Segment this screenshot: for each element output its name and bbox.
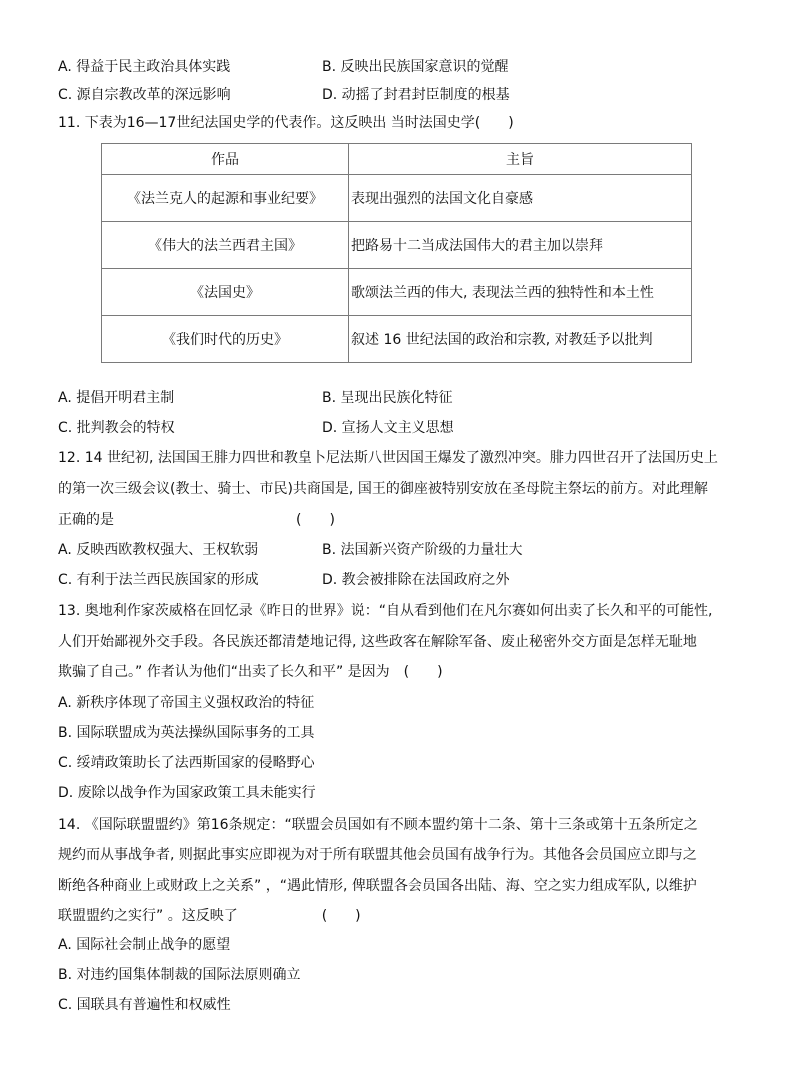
q14-stem-line-2: 规约而从事战争者, 则据此事实应即视为对于所有联盟其他会员国有战争行为。其他各会员国应立即与之 bbox=[58, 847, 697, 863]
q13-stem-line-2: 人们开始鄙视外交手段。各民族还都清楚地记得, 这些政客在解除军备、废止秘密外交方面是怎样无耻地 bbox=[58, 634, 697, 650]
table-cell-theme: 歌颂法兰西的伟大, 表现法兰西的独特性和本土性 bbox=[349, 269, 692, 316]
q10-option-a[interactable]: A. 得益于民主政治具体实践 bbox=[58, 59, 231, 75]
q13-option-d[interactable]: D. 废除以战争作为国家政策工具未能实行 bbox=[58, 785, 316, 801]
table-cell-theme: 表现出强烈的法国文化自豪感 bbox=[349, 175, 692, 222]
q12-option-b[interactable]: B. 法国新兴资产阶级的力量壮大 bbox=[322, 542, 523, 558]
table-row bbox=[102, 269, 692, 316]
table-header-theme: 主旨 bbox=[349, 144, 692, 175]
table-cell-work: 《我们时代的历史》 bbox=[102, 316, 349, 363]
q12-stem-line-2: 的第一次三级会议(教士、骑士、市民)共商国是, 国王的御座被特别安放在圣母院主祭坛的前方。对此理解 bbox=[58, 481, 708, 497]
table-row bbox=[102, 175, 692, 222]
q14-stem-line-4: 联盟盟约之实行” 。这反映了 ( ) bbox=[58, 908, 361, 924]
table-cell-theme: 把路易十二当成法国伟大的君主加以崇拜 bbox=[349, 222, 692, 269]
q10-option-d[interactable]: D. 动摇了封君封臣制度的根基 bbox=[322, 87, 510, 103]
q12-option-c[interactable]: C. 有利于法兰西民族国家的形成 bbox=[58, 572, 259, 588]
q12-option-d[interactable]: D. 教会被排除在法国政府之外 bbox=[322, 572, 510, 588]
q11-stem: 11. 下表为16—17世纪法国史学的代表作。这反映出 当时法国史学( ) bbox=[58, 115, 514, 131]
q12-stem-line-3: 正确的是 ( ) bbox=[58, 512, 335, 528]
q11-option-a[interactable]: A. 提倡开明君主制 bbox=[58, 390, 175, 406]
table-row bbox=[102, 222, 692, 269]
q11-option-d[interactable]: D. 宣扬人文主义思想 bbox=[322, 420, 454, 436]
q14-option-c[interactable]: C. 国联具有普遍性和权威性 bbox=[58, 997, 231, 1013]
q13-stem-line-1: 13. 奥地利作家茨威格在回忆录《昨日的世界》说：“自从看到他们在凡尔赛如何出卖了长久和平的可能性, bbox=[58, 603, 713, 619]
q10-option-b[interactable]: B. 反映出民族国家意识的觉醒 bbox=[322, 59, 509, 75]
table-header-work: 作品 bbox=[102, 144, 349, 175]
q11-option-c[interactable]: C. 批判教会的特权 bbox=[58, 420, 175, 436]
table-cell-work: 《法兰克人的起源和事业纪要》 bbox=[102, 175, 349, 222]
q13-option-b[interactable]: B. 国际联盟成为英法操纵国际事务的工具 bbox=[58, 725, 315, 741]
q14-option-b[interactable]: B. 对违约国集体制裁的国际法原则确立 bbox=[58, 967, 301, 983]
q13-stem-line-3: 欺骗了自己。” 作者认为他们“出卖了长久和平” 是因为 ( ) bbox=[58, 664, 443, 680]
table-cell-work: 《法国史》 bbox=[102, 269, 349, 316]
q12-option-a[interactable]: A. 反映西欧教权强大、王权软弱 bbox=[58, 542, 259, 558]
q13-option-a[interactable]: A. 新秩序体现了帝国主义强权政治的特征 bbox=[58, 695, 315, 711]
q14-stem-line-1: 14. 《国际联盟盟约》第16条规定：“联盟会员国如有不顾本盟约第十二条、第十三条或第十五条所定之 bbox=[58, 817, 698, 833]
table-header-row bbox=[102, 144, 692, 175]
q14-option-a[interactable]: A. 国际社会制止战争的愿望 bbox=[58, 937, 231, 953]
q11-table bbox=[101, 143, 692, 363]
q12-stem-line-1: 12. 14 世纪初, 法国国王腓力四世和教皇卜尼法斯八世因国王爆发了激烈冲突。腓力四世召开了法国历史上 bbox=[58, 450, 718, 466]
q14-stem-line-3: 断绝各种商业上或财政上之关系” ，“遇此情形, 俾联盟各会员国各出陆、海、空之实力组成军队, 以维护 bbox=[58, 878, 697, 894]
q11-option-b[interactable]: B. 呈现出民族化特征 bbox=[322, 390, 453, 406]
table-cell-theme: 叙述 16 世纪法国的政治和宗教, 对教廷予以批判 bbox=[349, 316, 692, 363]
table-cell-work: 《伟大的法兰西君主国》 bbox=[102, 222, 349, 269]
table-row bbox=[102, 316, 692, 363]
q10-option-c[interactable]: C. 源自宗教改革的深远影响 bbox=[58, 87, 231, 103]
q13-option-c[interactable]: C. 绥靖政策助长了法西斯国家的侵略野心 bbox=[58, 755, 315, 771]
